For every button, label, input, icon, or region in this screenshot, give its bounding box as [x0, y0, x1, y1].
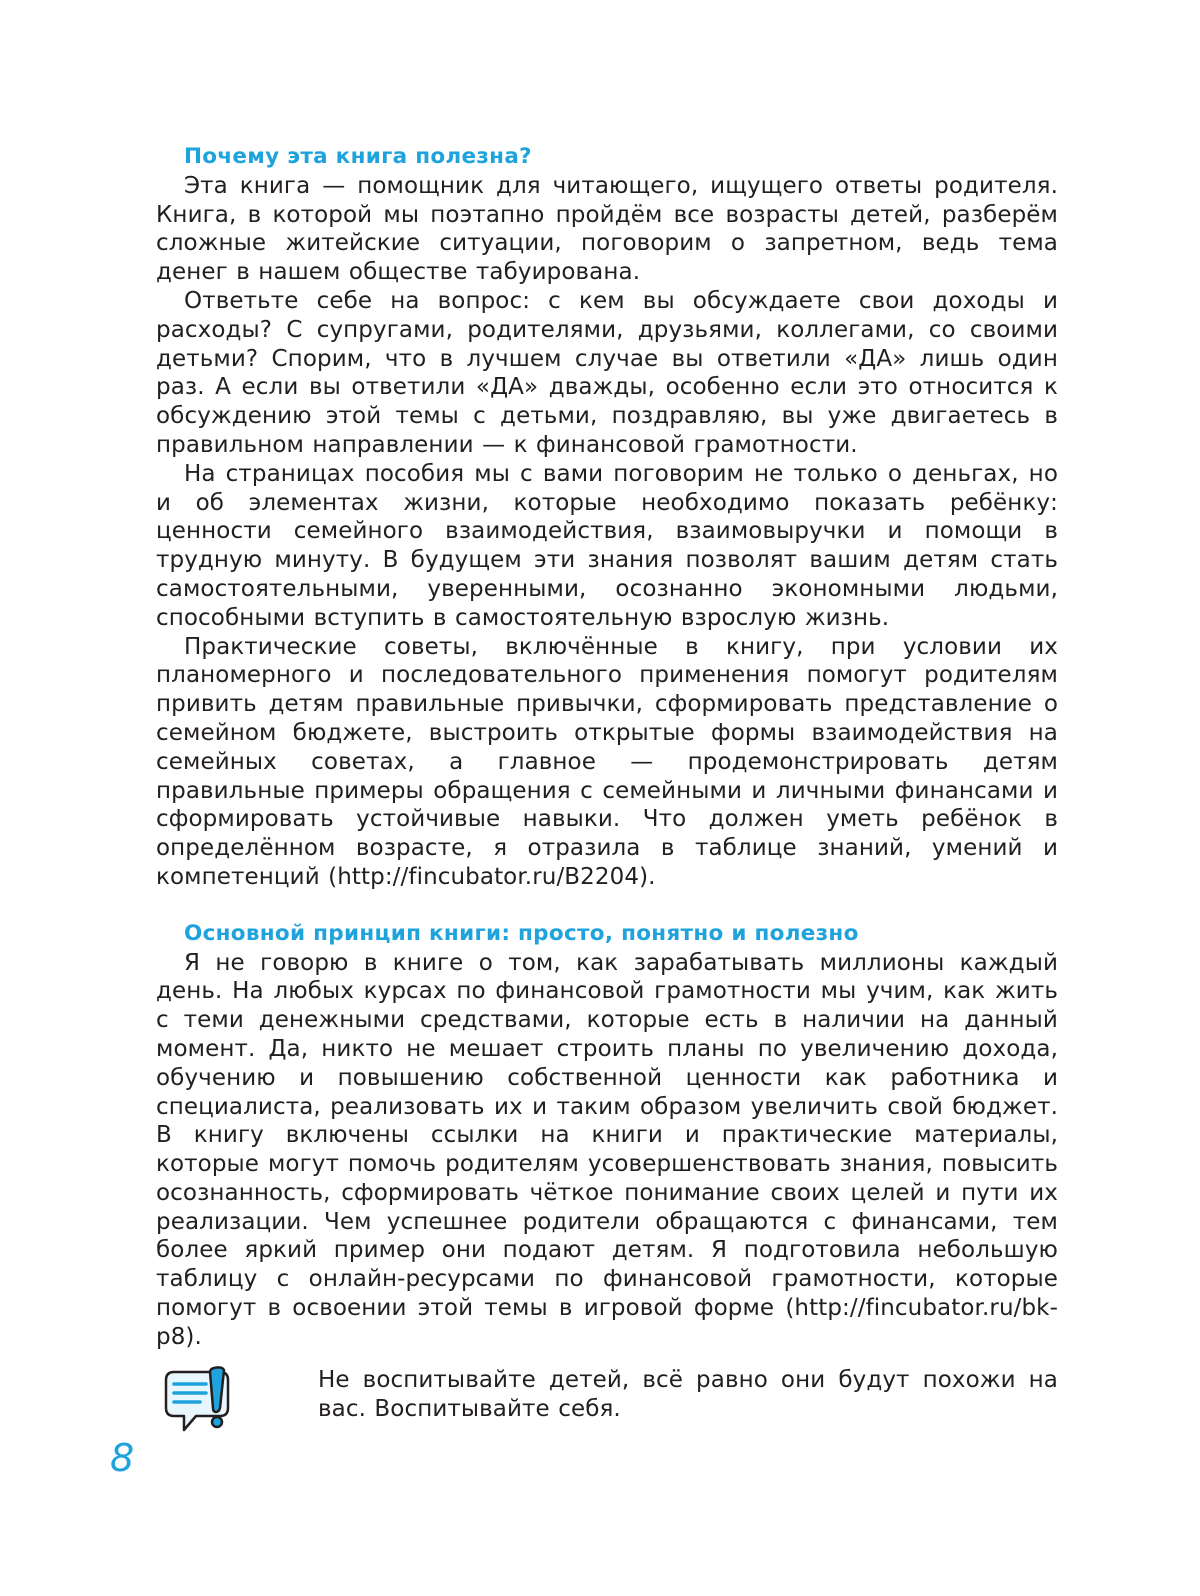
section-heading-main-principle: Основной принцип книги: просто, понятно и полезно: [184, 920, 859, 946]
page-number: 8: [110, 1436, 135, 1480]
quote-block: [156, 1364, 1058, 1444]
page-content: [156, 143, 1058, 1352]
paragraph: Эта книга — помощник для читающего, ищущего ответы родителя. Книга, в которой мы поэтапно пройдём все возрасты детей, разберём сложные житейские ситуации, поговорим о запретном, ведь тема денег в нашем обществе табуирована.: [156, 172, 1058, 286]
speech-bubble-exclamation-icon: [162, 1364, 242, 1436]
paragraph: Ответьте себе на вопрос: с кем вы обсуждаете свои доходы и расходы? С супругами, родителями, друзьями, коллегами, со своими детьми? Спорим, что в лучшем случае вы ответили «ДА» лишь один раз. А если вы ответили «ДА» дважды, особенно если это относится к обсуждению этой темы с детьми, поздравляю, вы уже двигаетесь в правильном направлении — к финансовой грамотности.: [156, 287, 1058, 458]
quote-text: Не воспитывайте детей, всё равно они будут похожи на вас. Воспитывайте себя.: [318, 1367, 1058, 1422]
paragraph: Я не говорю в книге о том, как зарабатывать миллионы каждый день. На любых курсах по финансовой грамотности мы учим, как жить с теми денежными средствами, которые есть в наличии на данный момент. Да, никто не мешает строить планы по увеличению дохода, обучению и повышению собственной ценности как работника и специалиста, реализовать их и таким образом увеличить свой бюджет. В книгу включены ссылки на книги и практические материалы, которые могут помочь родителям усовершенствовать знания, повысить осознанность, сформировать чёткое понимание своих целей и пути их реализации. Чем успешнее родители обращаются с финансами, тем более яркий пример они подают детям. Я подготовила небольшую таблицу с онлайн-ресурсами по финансовой грамотности, которые помогут в освоении этой темы в игровой форме (http://fincubator.ru/bk-p8).: [156, 949, 1058, 1350]
paragraph: На страницах пособия мы с вами поговорим не только о деньгах, но и об элементах жизни, которые необходимо показать ребёнку: ценности семейного взаимодействия, взаимовыручки и помощи в трудную минуту. В будущем эти знания позволят вашим детям стать самостоятельными, уверенными, осознанно экономными людьми, способными вступить в самостоятельную взрослую жизнь.: [156, 460, 1058, 631]
paragraph: Практические советы, включённые в книгу, при условии их планомерного и последовательного применения помогут родителям привить детям правильные привычки, сформировать представление о семейном бюджете, выстроить открытые формы взаимодействия на семейных советах, а главное — продемонстрировать детям правильные примеры обращения с семейными и личными финансами и сформировать устойчивые навыки. Что должен уметь ребёнок в определённом возрасте, я отразила в таблице знаний, умений и компетенций (http://fincubator.ru/B2204).: [156, 633, 1058, 890]
section-heading-why-useful: Почему эта книга полезна?: [184, 144, 532, 169]
